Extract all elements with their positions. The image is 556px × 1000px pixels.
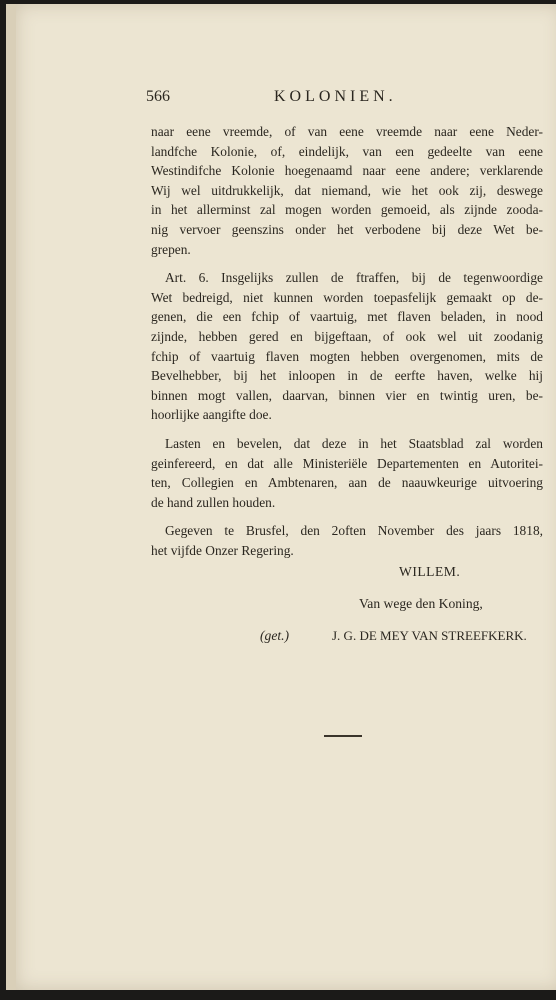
on-behalf-line: Van wege den Koning, [359, 596, 483, 611]
text-line: landfche Kolonie, of, eindelijk, van een gedeelte van eene [151, 143, 543, 159]
book-page [6, 4, 556, 990]
text-line: Bevelhebber, bij het inloopen in de eerfte haven, welke hij [151, 368, 543, 384]
page-header [146, 88, 536, 112]
text-line: Art. 6. Insgelijks zullen de ftraffen, bij de tegenwoordige [165, 270, 543, 286]
signature-name: WILLEM. [399, 564, 461, 579]
text-line: Gegeven te Brusfel, den 2often November des jaars 1818, [165, 523, 543, 539]
text-line: fchip of vaartuig flaven mogten hebben overgenomen, mits de [151, 348, 543, 364]
closing-rule [324, 735, 362, 737]
text-line: Westindifche Kolonie hoegenaamd naar eene andere; verklarende [151, 163, 543, 179]
running-title: KOLONIEN. [274, 88, 397, 105]
paragraph-lasten [151, 434, 543, 512]
text-line: hoorlijke aangifte doe. [151, 407, 272, 423]
text-line: ten, Collegien en Ambtenaren, aan de naauwkeurige uitvoering [151, 475, 543, 491]
text-line: Wet bedreigd, niet kunnen worden toepasfelijk gemaakt op de- [151, 289, 543, 305]
text-line: zijnde, hebben gered en bijgeftaan, of ook wel uit zoodanig [151, 328, 543, 344]
text-line: in het allerminst zal mogen worden gemoeid, als zijnde zooda- [151, 202, 543, 218]
paragraph-article-6 [151, 268, 543, 425]
text-line: geinfereerd, en dat alle Ministeriële Departementen en Autoritei- [151, 455, 543, 471]
text-line: naar eene vreemde, of van eene vreemde naar eene Neder- [151, 124, 543, 139]
paragraph-1 [151, 122, 543, 259]
text-line: de hand zullen houden. [151, 494, 276, 510]
text-line: Lasten en bevelen, dat deze in het Staatsblad zal worden [165, 435, 543, 451]
text-line: Wij wel uitdrukkelijk, dat niemand, wie het ook zij, deswege [151, 182, 543, 198]
body-text [151, 122, 543, 569]
text-line: het vijfde Onzer Regering. [151, 542, 294, 558]
paragraph-gegeven [151, 521, 543, 560]
text-line: nig vervoer geenszins onder het verbodene bij deze Wet be- [151, 221, 543, 237]
page-number: 566 [146, 88, 170, 105]
text-line: genen, die een fchip of vaartuig, met flaven beladen, in nood [151, 309, 543, 325]
text-line: grepen. [151, 241, 191, 257]
countersign-name: J. G. DE MEY VAN STREEFKERK. [332, 628, 527, 643]
signed-marker: (get.) [260, 628, 290, 643]
text-line: binnen mogt vallen, daarvan, binnen vier en twintig uren, be- [151, 387, 543, 403]
